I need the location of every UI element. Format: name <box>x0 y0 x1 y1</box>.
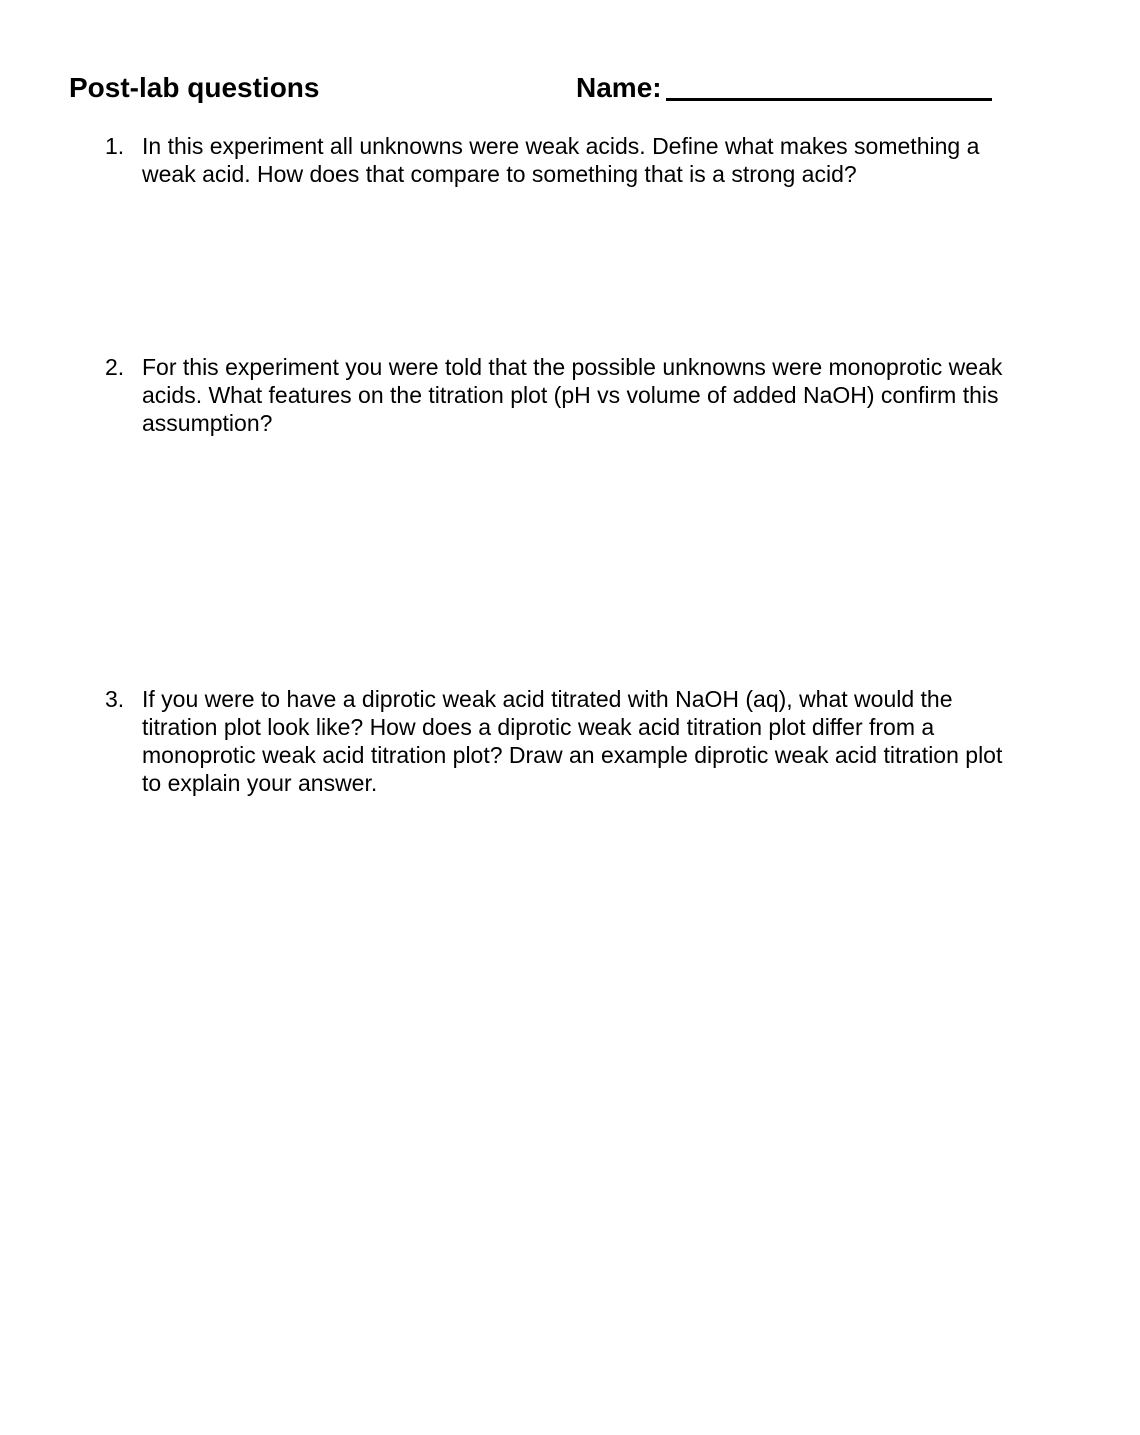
question-number: 3. <box>105 686 125 712</box>
name-field <box>576 71 992 105</box>
page-title: Post-lab questions <box>69 72 320 103</box>
question-1 <box>105 132 1025 188</box>
question-text: For this experiment you were told that the possible unknowns were monoprotic weak acids. What features on the titration plot (pH vs volume of added NaOH) confirm this assumption? <box>142 354 1003 436</box>
question-text: In this experiment all unknowns were weak acids. Define what makes something a weak acid. How does that compare to something that is a strong acid? <box>142 133 980 187</box>
question-2 <box>105 353 1025 437</box>
question-number: 2. <box>105 354 125 380</box>
question-3 <box>105 685 1025 797</box>
question-text: If you were to have a diprotic weak acid titrated with NaOH (aq), what would the titration plot look like? How does a diprotic weak acid titration plot differ from a monoprotic weak acid titration plot? Draw an example diprotic weak acid titration plot to explain your answer. <box>142 686 1003 796</box>
name-label: Name: <box>576 72 662 103</box>
question-number: 1. <box>105 133 125 159</box>
name-blank-line <box>666 98 992 101</box>
